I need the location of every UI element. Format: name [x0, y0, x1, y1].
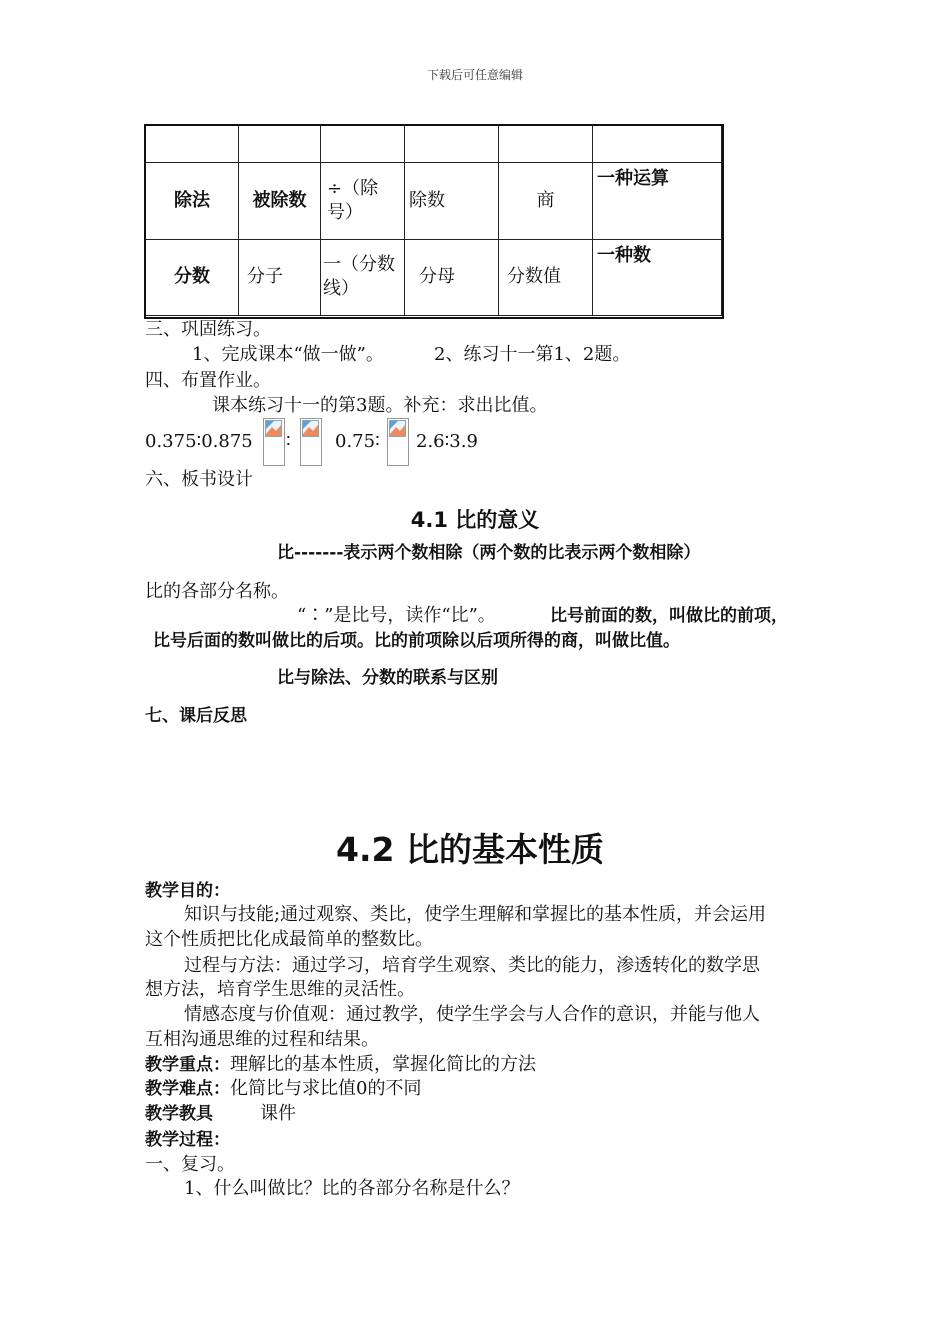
difficulty-text: 化简比与求比值0的不同	[230, 1078, 422, 1099]
exercise-item: 1、完成课本“做一做”。	[192, 344, 384, 365]
difficulty-label: 教学难点：	[145, 1079, 230, 1099]
ratio-expression: 0.375∶0.875	[145, 431, 253, 452]
section-heading: 七、课后反思	[145, 706, 247, 726]
table-cell: 分子	[239, 239, 321, 315]
table-row	[146, 239, 722, 315]
key-point-text: 理解比的基本性质，掌握化简比的方法	[230, 1054, 536, 1075]
table-cell	[321, 126, 405, 163]
review-question: 1、什么叫做比？比的各部分名称是什么？	[184, 1178, 520, 1199]
key-point-label: 教学重点：	[145, 1055, 230, 1075]
board-line: 比与除法、分数的联系与区别	[277, 668, 498, 688]
broken-image-icon	[387, 418, 409, 466]
board-line: 比的各部分名称。	[145, 581, 289, 602]
goal-text: 这个性质把比化成最简单的整数比。	[145, 929, 433, 950]
goal-text: 知识与技能;通过观察、类比，使学生理解和掌握比的基本性质，并会运用	[184, 904, 767, 925]
board-line: 比-------表示两个数相除（两个数的比表示两个数相除）	[277, 543, 701, 563]
key-point	[145, 1053, 536, 1077]
section-heading: 三、巩固练习。	[145, 319, 271, 340]
table-cell: 商	[499, 163, 593, 239]
table-cell: 一（分数线）	[321, 239, 405, 315]
table-cell: 分数值	[499, 239, 593, 315]
table-row	[146, 126, 722, 163]
board-title: 4.1 比的意义	[410, 508, 540, 532]
section-heading: 六、板书设计	[145, 469, 253, 490]
board-line: 比号后面的数叫做比的后项。比的前项除以后项所得的商，叫做比值。	[153, 631, 680, 651]
ratio-expression: 0.75∶	[335, 431, 380, 452]
goals-label: 教学目的：	[145, 881, 230, 901]
page-header: 下载后可任意编辑	[426, 68, 523, 82]
table-cell: 一种运算	[593, 163, 722, 239]
table-cell: 分母	[405, 239, 499, 315]
table-cell	[499, 126, 593, 163]
goal-text: 互相沟通思维的过程和结果。	[145, 1029, 379, 1050]
goal-text: 想方法，培育学生思维的灵活性。	[145, 979, 415, 1000]
table-cell: 被除数	[239, 163, 321, 239]
process-label: 教学过程：	[145, 1130, 230, 1150]
broken-image-icon	[300, 418, 322, 466]
table-cell	[405, 126, 499, 163]
table-cell: ÷（除号）	[321, 163, 405, 239]
board-line: “∶”是比号，读作“比”。	[297, 605, 496, 626]
table-cell	[593, 126, 722, 163]
tools-label: 教学教具	[145, 1104, 213, 1124]
table-cell	[146, 126, 239, 163]
board-line: 比号前面的数，叫做比的前项，	[550, 606, 788, 626]
exercise-item: 2、练习十一第1、2题。	[434, 344, 631, 365]
table-cell: 一种数	[593, 239, 722, 315]
table-cell: 除数	[405, 163, 499, 239]
comparison-table	[145, 125, 722, 316]
section-heading: 一、复习。	[145, 1154, 235, 1175]
table-cell: 分数	[146, 239, 239, 315]
goal-text: 过程与方法：通过学习，培育学生观察、类比的能力，渗透转化的数学思	[184, 955, 760, 976]
difficulty-point	[145, 1077, 421, 1101]
table-cell: 除法	[146, 163, 239, 239]
lesson-title: 4.2 比的基本性质	[336, 830, 604, 869]
ratio-colon: ∶	[286, 431, 291, 452]
goal-text: 情感态度与价值观：通过教学，使学生学会与人合作的意识，并能与他人	[184, 1004, 760, 1025]
homework-line: 课本练习十一的第3题。补充：求出比值。	[212, 395, 548, 416]
tools-text: 课件	[260, 1103, 296, 1124]
table-row	[146, 163, 722, 239]
table-cell	[239, 126, 321, 163]
broken-image-icon	[263, 418, 285, 466]
ratio-expression: 2.6∶3.9	[416, 431, 478, 452]
section-heading: 四、布置作业。	[145, 370, 271, 391]
